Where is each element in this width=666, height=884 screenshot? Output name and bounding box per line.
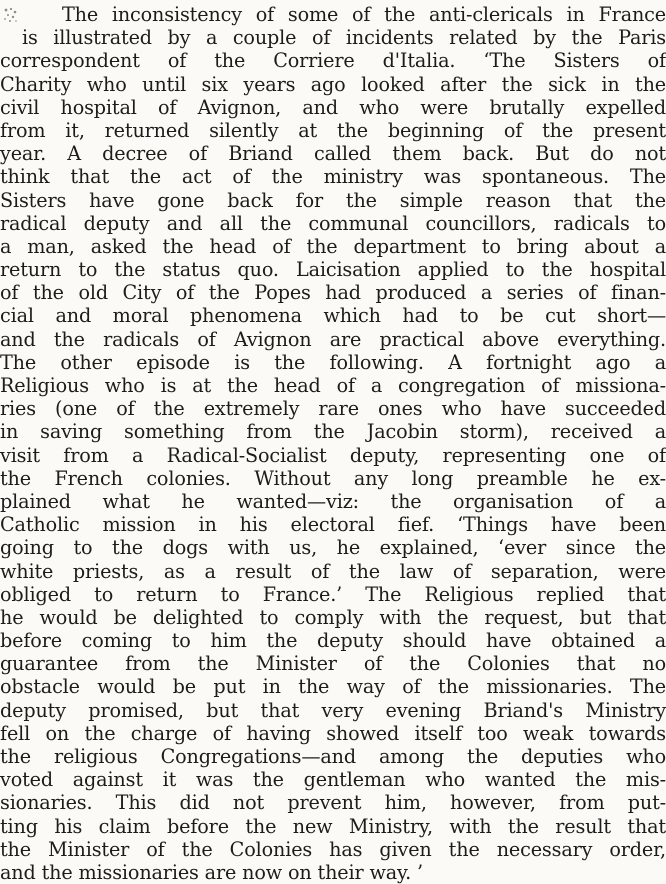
article-line: and the radicals of Avignon are practical above everything. — [0, 327, 666, 351]
article-line: from it, returned silently at the beginning of the present — [0, 118, 666, 142]
article-line: of the old City of the Popes had produced a series of finan- — [0, 281, 666, 305]
article-line: fell on the charge of having showed itself too weak towards — [0, 721, 666, 745]
article-line: the Minister of the Colonies has given the necessary order, — [0, 837, 666, 861]
article-line: correspondent of the Corriere d'Italia. ‘The Sisters of — [0, 49, 666, 73]
article-line: ting his claim before the new Ministry, with the result that — [0, 814, 666, 838]
article-line: cial and moral phenomena which had to be cut short— — [0, 304, 666, 328]
article-line: The other episode is the following. A fortnight ago a — [0, 350, 666, 374]
article-line: Sisters have gone back for the simple reason that the — [0, 188, 666, 212]
article-line: going to the dogs with us, he explained, ‘ever since the — [0, 536, 666, 560]
article-line: white priests, as a result of the law of separation, were — [0, 559, 666, 583]
article-line: plained what he wanted—viz: the organisation of a — [0, 489, 666, 513]
article-line: a man, asked the head of the department to bring about a — [0, 234, 666, 258]
article-line: return to the status quo. Laicisation applied to the hospital — [0, 258, 666, 282]
article-line: Catholic mission in his electoral fief. ‘Things have been — [0, 513, 666, 537]
article-line: civil hospital of Avignon, and who were brutally expelled — [0, 95, 666, 119]
article-line: The inconsistency of some of the anti-clericals in France — [62, 3, 666, 26]
ink-smudge-icon — [2, 6, 20, 26]
article-line: in saving something from the Jacobin storm), received a — [0, 420, 666, 444]
article-body — [0, 3, 666, 884]
article-line: radical deputy and all the communal councillors, radicals to — [0, 211, 666, 235]
article-line: and the missionaries are now on their way. ’ — [0, 860, 424, 884]
article-line: voted against it was the gentleman who wanted the mis- — [0, 768, 666, 792]
article-line: the French colonies. Without any long preamble he ex- — [0, 466, 666, 490]
article-line: deputy promised, but that very evening Briand's Ministry — [0, 698, 666, 722]
article-line: is illustrated by a couple of incidents related by the Paris — [22, 26, 666, 50]
article-line: sionaries. This did not prevent him, however, from put- — [0, 791, 666, 815]
article-line: year. A decree of Briand called them back. But do not — [0, 142, 666, 166]
article-line: ries (one of the extremely rare ones who have succeeded — [0, 397, 666, 421]
article-line: think that the act of the ministry was spontaneous. The — [0, 165, 666, 189]
article-line: obliged to return to France.’ The Religious replied that — [0, 582, 666, 606]
article-line: the religious Congregations—and among the deputies who — [0, 745, 666, 768]
article-line: he would be delighted to comply with the request, but that — [0, 605, 666, 629]
article-line: Religious who is at the head of a congregation of missiona- — [0, 374, 666, 397]
article-line: guarantee from the Minister of the Colonies that no — [0, 652, 666, 676]
article-line: obstacle would be put in the way of the missionaries. The — [0, 675, 666, 699]
article-line: before coming to him the deputy should have obtained a — [0, 629, 666, 653]
article-line: visit from a Radical-Socialist deputy, representing one of — [0, 443, 666, 467]
article-line: Charity who until six years ago looked after the sick in the — [0, 72, 666, 96]
